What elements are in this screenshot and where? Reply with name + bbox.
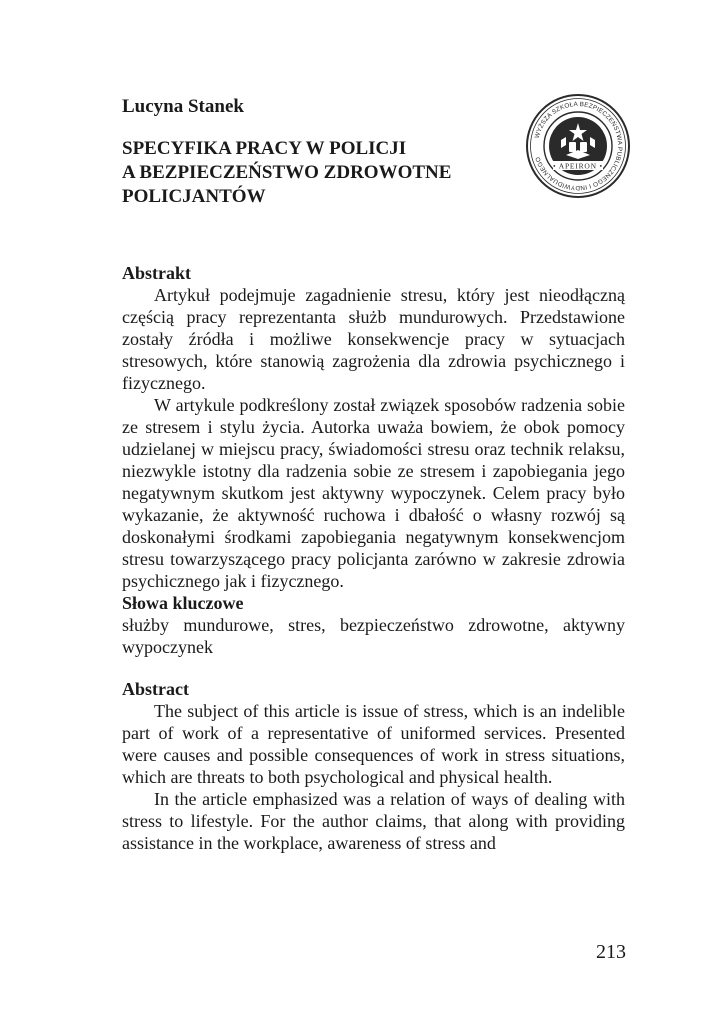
abstract-polish	[122, 262, 625, 658]
keywords-heading: Słowa kluczowe	[122, 593, 244, 613]
abstrakt-heading: Abstrakt	[122, 263, 192, 283]
keywords-text: służby mundurowe, stres, bezpieczeństwo zdrowotne, aktywny wypoczynek	[122, 615, 625, 657]
abstrakt-paragraph: W artykule podkreślony został związek sposobów radzenia sobie ze stresem i stylu życia. Autorka uważa bowiem, że obok pomocy udzielanej w miejscu pracy, świadomości stresu oraz technik relaksu, niezwykle istotny dla radzenia sobie ze stresem i zapobiegania jego negatywnym skutkom jest aktywny wypoczynek. Celem pracy było wykazanie, że aktywność ruchowa i dbałość o własny rozwój są doskonałymi środkami zapobiegania negatywnym konsekwencjom stresu towarzyszącego pracy policjanta zarówno w zakresie zdrowia psychicznego jak i fizycznego.	[122, 395, 625, 591]
title-line: POLICJANTÓW	[122, 186, 266, 207]
article-title	[122, 137, 452, 209]
page-number: 213	[596, 941, 626, 963]
author-name: Lucyna Stanek	[122, 96, 244, 117]
abstrakt-paragraph: Artykuł podejmuje zagadnienie stresu, który jest nieodłączną częścią pracy reprezentanta służb mundurowych. Przedstawione zostały źródła i możliwe konsekwencje pracy w sytuacjach stresowych, które stanowią zagrożenia dla zdrowia psychicznego i fizycznego.	[122, 285, 625, 393]
title-line: A BEZPIECZEŃSTWO ZDROWOTNE	[122, 162, 452, 183]
article-page	[122, 95, 625, 854]
svg-text:WYŻSZA SZKOŁA BEZPIECZEŃSTWA P: WYŻSZA SZKOŁA BEZPIECZEŃSTWA PUBLICZNEGO I INDYWIDUALNEGO	[533, 100, 624, 192]
abstract-english	[122, 678, 625, 854]
university-seal-logo	[525, 93, 631, 199]
title-line: SPECYFIKA PRACY W POLICJI	[122, 138, 407, 159]
abstract-heading: Abstract	[122, 679, 189, 699]
abstract-paragraph: The subject of this article is issue of stress, which is an indelible part of work of a representative of uniformed services. Presented were causes and possible consequences of work in stress situations, which are threats to both psychological and physical health.	[122, 701, 625, 787]
svg-text:• APEIRON •: • APEIRON •	[553, 161, 603, 171]
abstract-paragraph: In the article emphasized was a relation of ways of dealing with stress to lifestyle. For the author claims, that along with providing assistance in the workplace, awareness of stress and	[122, 789, 625, 853]
